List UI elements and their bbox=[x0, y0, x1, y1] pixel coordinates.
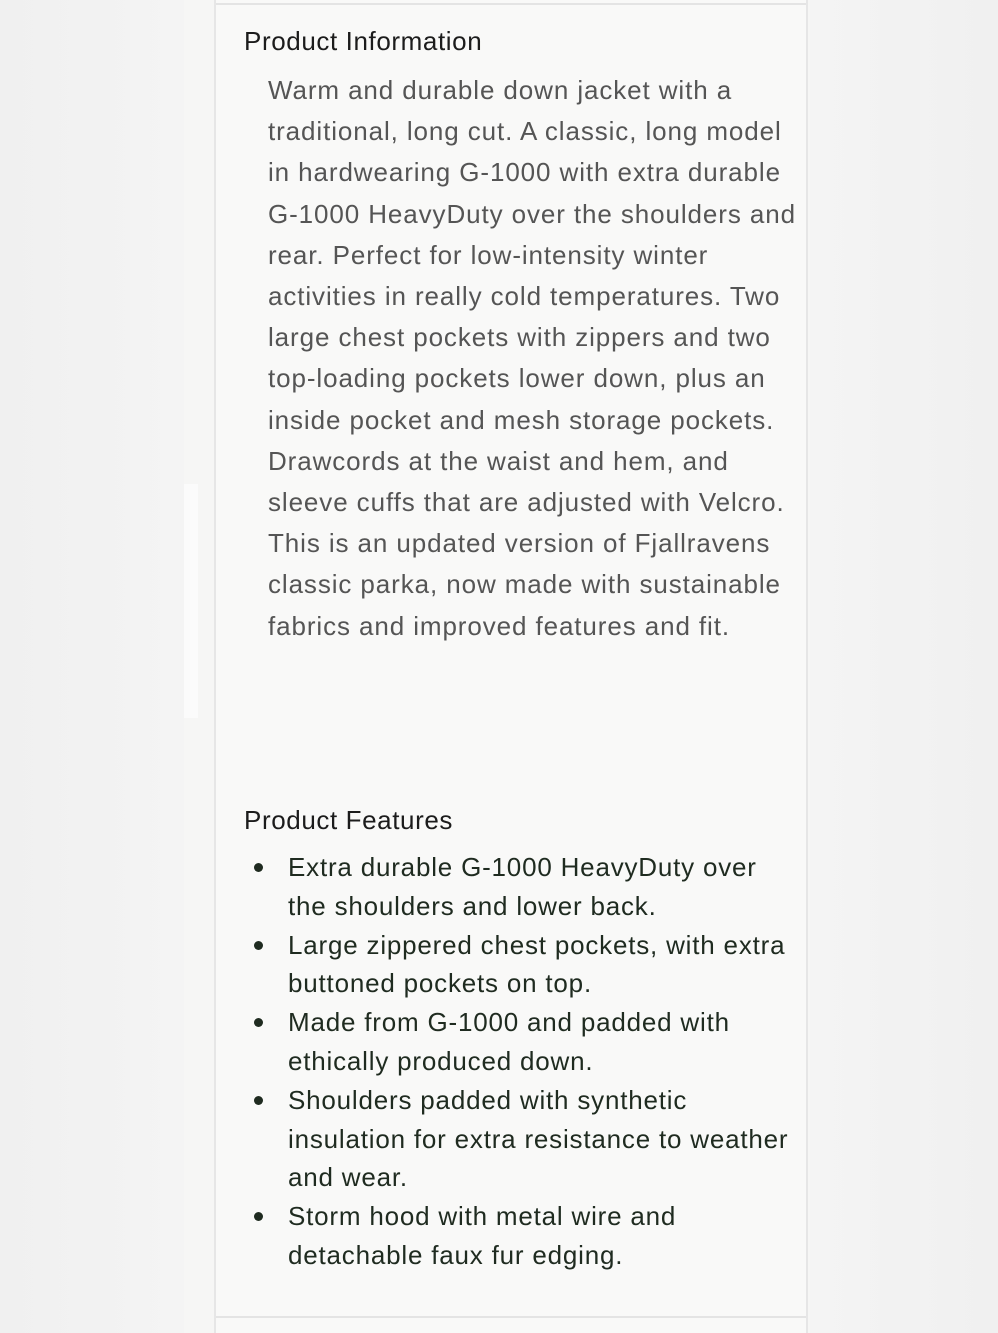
feature-list-item bbox=[252, 1081, 798, 1197]
feature-list-item bbox=[252, 926, 798, 1004]
feature-list-item bbox=[252, 848, 798, 926]
panel-bottom-divider bbox=[216, 1316, 806, 1318]
bullet-icon bbox=[254, 941, 263, 950]
panel-top-divider bbox=[216, 3, 806, 5]
side-tab-handle bbox=[184, 484, 198, 718]
feature-text: Extra durable G-1000 HeavyDuty over the shoulders and lower back. bbox=[288, 852, 757, 921]
feature-text: Storm hood with metal wire and detachable faux fur edging. bbox=[288, 1201, 677, 1270]
feature-text: Large zippered chest pockets, with extra buttoned pockets on top. bbox=[288, 929, 786, 999]
bullet-icon bbox=[254, 1096, 263, 1105]
product-features-list bbox=[252, 848, 798, 1275]
bullet-icon bbox=[254, 1212, 263, 1221]
page-backdrop-right bbox=[810, 0, 998, 1333]
feature-text: Made from G-1000 and padded with ethically produced down. bbox=[288, 1007, 730, 1076]
product-information-description: Warm and durable down jacket with a traditional, long cut. A classic, long model in hardwearing G-1000 with extra durable G-1000 HeavyDuty over the shoulders and rear. Perfect for low-intensity winter activities in really cold temperatures. Two large chest pockets with zippers and two top-loading pockets lower down, plus an inside pocket and mesh storage pockets. Drawcords at the waist and hem, and sleeve cuffs that are adjusted with Velcro. This is an updated version of Fjallravens classic parka, now made with sustainable fabrics and improved features and fit. bbox=[268, 75, 796, 641]
bullet-icon bbox=[254, 1018, 263, 1027]
feature-list-item bbox=[252, 1003, 798, 1081]
product-information-heading: Product Information bbox=[244, 26, 483, 56]
feature-list-item bbox=[252, 1197, 798, 1275]
page-backdrop-left bbox=[0, 0, 184, 1333]
product-features-heading: Product Features bbox=[244, 805, 454, 835]
product-details-panel bbox=[214, 0, 808, 1333]
bullet-icon bbox=[254, 863, 263, 872]
feature-text: Shoulders padded with synthetic insulation for extra resistance to weather and wear. bbox=[288, 1084, 789, 1193]
